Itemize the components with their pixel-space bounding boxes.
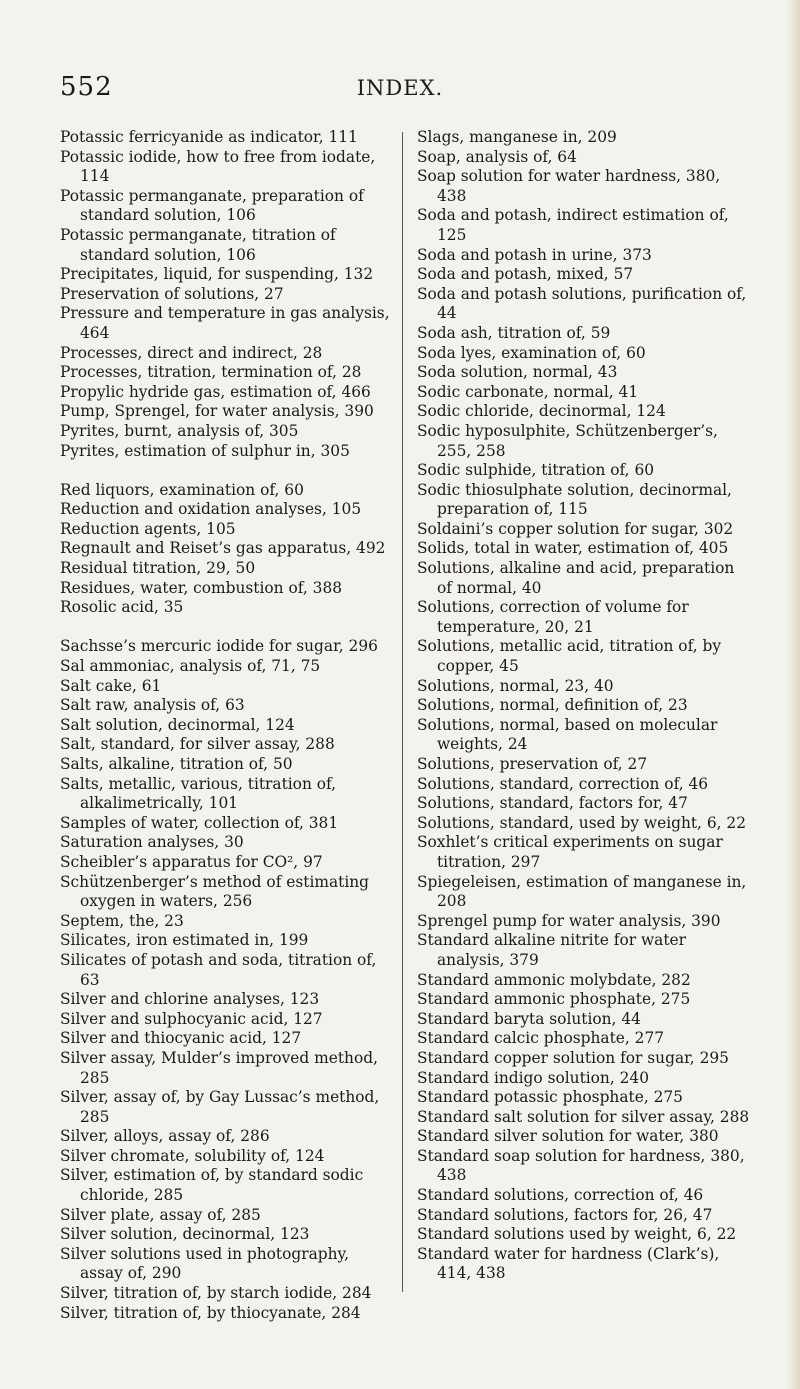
index-entry: Rosolic acid, 35: [60, 598, 184, 617]
index-entry: Solutions, normal, based on molecular weights, 24: [417, 715, 718, 754]
page-title: INDEX.: [356, 76, 444, 100]
index-entry: Standard baryta solution, 44: [417, 1009, 641, 1028]
index-entry: Standard potassic phosphate, 275: [417, 1088, 683, 1107]
index-entry: Salt raw, analysis of, 63: [60, 696, 245, 715]
index-entry: Solutions, normal, 23, 40: [417, 676, 614, 695]
index-entry: Soap solution for water hardness, 380, 438: [417, 167, 721, 205]
index-entry: Pyrites, estimation of sulphur in, 305: [60, 441, 350, 460]
index-entry: Sodic thiosulphate solution, decinormal, preparation of, 115: [417, 480, 732, 519]
index-entry: Precipitates, liquid, for suspending, 132: [60, 265, 374, 284]
index-entry: Solutions, standard, correction of, 46: [417, 774, 709, 793]
index-entry: Pyrites, burnt, analysis of, 305: [60, 421, 299, 440]
index-entry: Soda and potash in urine, 373: [417, 245, 652, 264]
index-entry: Residual titration, 29, 50: [60, 559, 256, 578]
index-entry: Solutions, alkaline and acid, preparation of normal, 40: [417, 559, 735, 597]
index-entry: Soda and potash solutions, purification of, 44: [417, 284, 747, 323]
index-entry: Processes, direct and indirect, 28: [60, 343, 323, 362]
index-entry: Slags, manganese in, 209: [417, 128, 617, 146]
index-entry: Sodic hyposulphite, Schützenberger’s, 255, 258: [417, 421, 718, 460]
index-entry: Standard ammonic molybdate, 282: [417, 970, 691, 989]
index-entry: Silicates of potash and soda, titration of, 63: [60, 950, 377, 989]
index-entry: Standard water for hardness (Clark’s), 414, 438: [417, 1244, 720, 1283]
index-entry: Silver chromate, solubility of, 124: [60, 1146, 325, 1165]
index-entry: Silver, titration of, by thiocyanate, 284: [60, 1303, 361, 1322]
index-entry: Sprengel pump for water analysis, 390: [417, 911, 721, 930]
index-entry: Soxhlet’s critical experiments on sugar titration, 297: [417, 833, 723, 871]
index-entry: Potassic permanganate, titration of standard solution, 106: [60, 225, 336, 264]
index-entry: Soda and potash, mixed, 57: [417, 265, 634, 284]
index-entry: Standard solutions, factors for, 26, 47: [417, 1205, 713, 1224]
index-entry: Propylic hydride gas, estimation of, 466: [60, 382, 371, 401]
index-entry: Potassic permanganate, preparation of standard solution, 106: [60, 186, 364, 225]
index-entry: Silver and chlorine analyses, 123: [60, 990, 320, 1009]
index-entry: Silver assay, Mulder’s improved method, 285: [60, 1048, 378, 1087]
index-entry: Soda ash, titration of, 59: [417, 323, 611, 342]
index-entry: Scheibler’s apparatus for CO², 97: [60, 852, 323, 871]
index-entry: Sodic chloride, decinormal, 124: [417, 402, 666, 421]
index-entry: Solutions, standard, factors for, 47: [417, 794, 688, 813]
page-edge: [786, 0, 800, 1389]
index-entry: Silver and thiocyanic acid, 127: [60, 1029, 302, 1048]
index-entry: Solids, total in water, estimation of, 405: [417, 539, 729, 558]
index-entry: Pressure and temperature in gas analysis, 464: [60, 304, 390, 342]
index-entry: Standard indigo solution, 240: [417, 1068, 650, 1087]
index-entry: Reduction and oxidation analyses, 105: [60, 500, 362, 519]
index-entry: Reduction agents, 105: [60, 519, 236, 538]
index-entry: Potassic ferricyanide as indicator, 111: [60, 128, 358, 146]
index-entry: Silver, assay of, by Gay Lussac’s method, 285: [60, 1088, 380, 1126]
index-entry: Salts, alkaline, titration of, 50: [60, 755, 293, 773]
index-entry: Silver, alloys, assay of, 286: [60, 1127, 270, 1146]
index-entry: Standard ammonic phosphate, 275: [417, 990, 691, 1009]
index-entry: Silver, estimation of, by standard sodic chloride, 285: [60, 1166, 364, 1205]
index-entry: Sachsse’s mercuric iodide for sugar, 296: [60, 637, 378, 656]
index-entry: Regnault and Reiset’s gas apparatus, 492: [60, 539, 386, 558]
index-entry: Standard solutions, correction of, 46: [417, 1186, 704, 1205]
index-entry: Septem, the, 23: [60, 911, 184, 930]
index-entry: Salt, standard, for silver assay, 288: [60, 735, 335, 754]
index-entry: Soda solution, normal, 43: [417, 363, 618, 382]
index-entry: Residues, water, combustion of, 388: [60, 578, 343, 597]
index-entry: Saturation analyses, 30: [60, 833, 244, 852]
index-entry: Red liquors, examination of, 60: [60, 480, 304, 499]
page-header: [0, 72, 800, 112]
index-entry: Silver plate, assay of, 285: [60, 1205, 261, 1224]
index-entry: Standard soap solution for hardness, 380, 438: [417, 1146, 745, 1185]
index-entry: Soldaini’s copper solution for sugar, 302: [417, 519, 734, 538]
column-divider: [402, 132, 403, 1292]
index-entry: Silver and sulphocyanic acid, 127: [60, 1009, 323, 1028]
index-entry: Pump, Sprengel, for water analysis, 390: [60, 402, 374, 421]
index-entry: Schützenberger’s method of estimating oxygen in waters, 256: [60, 872, 370, 911]
index-entry: Samples of water, collection of, 381: [60, 813, 339, 832]
index-entry: Silicates, iron estimated in, 199: [60, 931, 309, 950]
index-entry: Sodic carbonate, normal, 41: [417, 382, 639, 401]
index-entry: Salts, metallic, various, titration of, alkalimetrically, 101: [60, 774, 337, 813]
index-entry: Soap, analysis of, 64: [417, 147, 577, 166]
index-entry: Silver solution, decinormal, 123: [60, 1225, 310, 1244]
index-entry: Standard copper solution for sugar, 295: [417, 1048, 729, 1067]
index-entry: Soda lyes, examination of, 60: [417, 343, 646, 362]
index-entry: Solutions, standard, used by weight, 6, 22: [417, 813, 747, 832]
index-entry: Solutions, correction of volume for temperature, 20, 21: [417, 598, 689, 636]
index-entry: Processes, titration, termination of, 28: [60, 363, 362, 382]
index-entry: Solutions, metallic acid, titration of, by copper, 45: [417, 637, 722, 676]
index-entry: Standard solutions used by weight, 6, 22: [417, 1225, 737, 1244]
index-entry: Spiegeleisen, estimation of manganese in, 208: [417, 872, 747, 911]
index-column-left: [60, 128, 395, 1323]
page-number: 552: [60, 72, 113, 102]
index-entry: Sodic sulphide, titration of, 60: [417, 461, 655, 480]
index-entry: Standard alkaline nitrite for water analysis, 379: [417, 931, 686, 969]
index-entry: Silver solutions used in photography, assay of, 290: [60, 1244, 350, 1283]
index-entry: Salt solution, decinormal, 124: [60, 715, 295, 734]
index-entry: Standard calcic phosphate, 277: [417, 1029, 665, 1048]
index-entry: Salt cake, 61: [60, 676, 162, 695]
index-entry: Sal ammoniac, analysis of, 71, 75: [60, 657, 321, 676]
index-column-right: [417, 128, 752, 1284]
index-entry: Silver, titration of, by starch iodide, 284: [60, 1284, 372, 1303]
index-entry: Preservation of solutions, 27: [60, 284, 284, 303]
index-entry: Standard silver solution for water, 380: [417, 1127, 719, 1146]
index-entry: Potassic iodide, how to free from iodate, 114: [60, 147, 376, 186]
index-entry: Standard salt solution for silver assay, 288: [417, 1107, 750, 1126]
index-entry: Solutions, preservation of, 27: [417, 755, 648, 773]
index-entry: Soda and potash, indirect estimation of, 125: [417, 206, 729, 244]
index-entry: Solutions, normal, definition of, 23: [417, 696, 688, 715]
